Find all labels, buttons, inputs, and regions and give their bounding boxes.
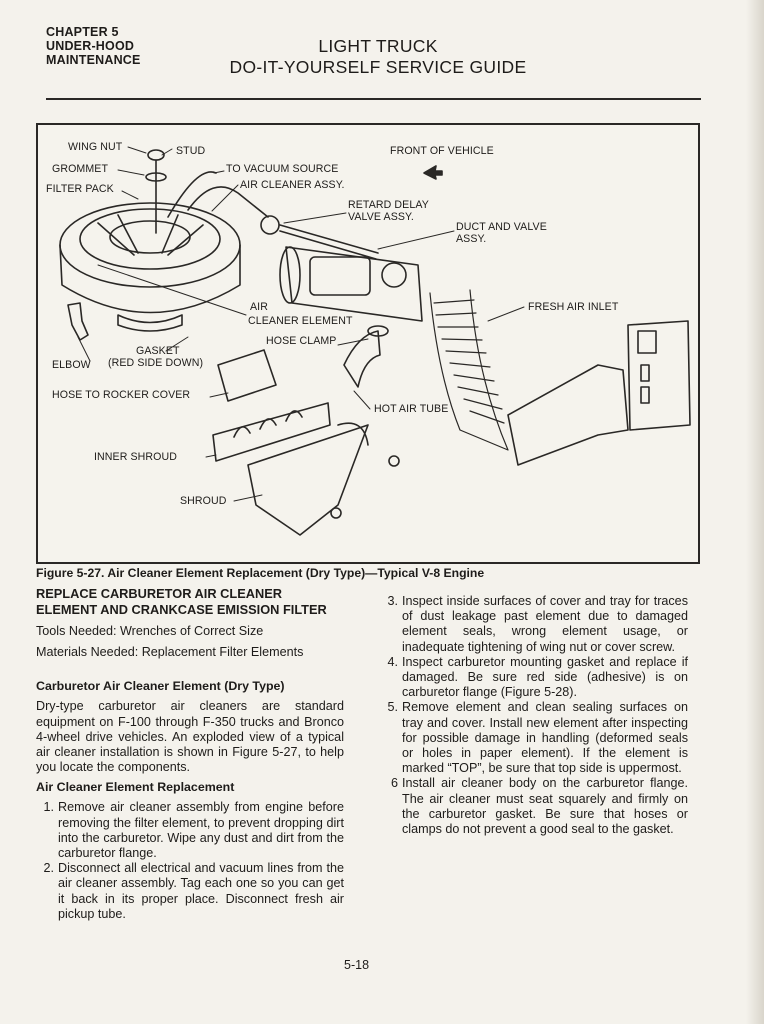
chapter-line: CHAPTER 5	[46, 25, 119, 39]
inner-shroud-drawing	[213, 403, 330, 461]
shroud-drawing	[248, 425, 368, 535]
label-red-side-down: (RED SIDE DOWN)	[108, 357, 204, 369]
right-column	[380, 594, 688, 837]
step-2	[36, 861, 344, 922]
page-edge-shadow	[746, 0, 764, 1024]
step-1	[36, 800, 344, 861]
label-duct-valve-assy: ASSY.	[456, 233, 487, 245]
subheading-replacement: Air Cleaner Element Replacement	[36, 780, 235, 795]
label-retard-delay-valve: VALVE ASSY.	[348, 211, 414, 223]
step-number: 2.	[43, 861, 54, 876]
figure-caption: Figure 5-27. Air Cleaner Element Replacement (Dry Type)—Typical V-8 Engine	[36, 566, 485, 580]
label-air: AIR	[250, 301, 268, 313]
label-wing-nut: WING NUT	[68, 141, 123, 153]
step-text: Inspect carburetor mounting gasket and replace if damaged. Be sure red side (adhesive) is on carburetor flange (Figure 5-28).	[402, 654, 688, 700]
title-line: DO-IT-YOURSELF SERVICE GUIDE	[229, 57, 527, 77]
step-number: 1.	[43, 800, 54, 815]
label-hot-air-tube: HOT AIR TUBE	[374, 403, 449, 415]
label-elbow: ELBOW	[52, 359, 91, 371]
label-hose-clamp: HOSE CLAMP	[266, 335, 337, 347]
step-text: Remove element and clean sealing surfaces on tray and cover. Install new element after inspecting for possible damage in handling (deformed seals or holes in paper element). If the element is marked “TOP”, be sure that top side is uppermost.	[402, 700, 688, 776]
chapter-line: MAINTENANCE	[46, 53, 141, 67]
section-heading-line: ELEMENT AND CRANKCASE EMISSION FILTER	[36, 601, 327, 617]
step-number: 6	[390, 776, 398, 791]
header-rule	[46, 98, 701, 100]
label-filter-pack: FILTER PACK	[46, 183, 114, 195]
label-duct-valve: DUCT AND VALVE	[456, 221, 547, 233]
label-grommet: GROMMET	[52, 163, 109, 175]
hot-air-tube-drawing	[344, 331, 380, 387]
section-heading-line: REPLACE CARBURETOR AIR CLEANER	[36, 586, 282, 601]
figure-5-27	[36, 123, 700, 564]
step-text: Disconnect all electrical and vacuum lines from the air cleaner assembly. Tag each one so you can get it back in its proper place. Disconnect fresh air pickup tube.	[58, 861, 344, 921]
chapter-heading	[46, 25, 141, 67]
label-front-of-vehicle: FRONT OF VEHICLE	[390, 145, 494, 157]
duct-valve-drawing	[280, 247, 422, 321]
step-6	[380, 776, 688, 837]
title-line: LIGHT TRUCK	[318, 36, 438, 56]
front-arrow-icon	[424, 166, 442, 179]
label-fresh-air-inlet: FRESH AIR INLET	[528, 301, 619, 313]
label-to-vacuum-source: TO VACUUM SOURCE	[226, 163, 339, 175]
flex-hose-drawing	[430, 290, 508, 450]
label-retard-delay: RETARD DELAY	[348, 199, 429, 211]
step-number: 4.	[387, 654, 398, 669]
step-text: Inspect inside surfaces of cover and tray for traces of dust leakage past element due to damaged element seals, wrong element usage, or inadequate tightening of wing nut or cover screw.	[402, 594, 688, 654]
page-number: 5-18	[344, 958, 370, 972]
step-number: 5.	[387, 700, 398, 715]
step-5	[380, 700, 688, 776]
exploded-diagram	[38, 125, 698, 562]
tools-needed: Tools Needed: Wrenches of Correct Size	[36, 624, 264, 638]
label-inner-shroud: INNER SHROUD	[94, 451, 178, 463]
step-text: Remove air cleaner assembly from engine before removing the filter element, to prevent dropping dirt into the carburetor. Wipe any dust and dirt from the carburetor flange.	[58, 800, 344, 861]
step-4	[380, 655, 688, 701]
label-cleaner-element: CLEANER ELEMENT	[248, 315, 353, 327]
label-hose-to-rocker-cover: HOSE TO ROCKER COVER	[52, 389, 191, 401]
step-3	[380, 594, 688, 655]
elbow-drawing	[68, 303, 88, 340]
fresh-air-inlet-drawing	[508, 365, 628, 465]
left-column	[36, 586, 344, 922]
intro-paragraph: Dry-type carburetor air cleaners are standard equipment on F-100 through F-350 trucks and Bronco 4-wheel drive vehicles. An exploded view of a typical air cleaner installation is shown in Figure 5-27, to help you locate the components.	[36, 699, 344, 775]
step-number: 3.	[387, 594, 398, 608]
label-shroud: SHROUD	[180, 495, 227, 507]
label-gasket: GASKET	[136, 345, 180, 357]
air-cleaner-housing-drawing	[60, 203, 240, 331]
materials-needed: Materials Needed: Replacement Filter Elements	[36, 645, 304, 660]
subheading-dry-type: Carburetor Air Cleaner Element (Dry Type)	[36, 679, 285, 694]
step-text: Install air cleaner body on the carburetor flange. The air cleaner must seat squarely and firmly on the carburetor gasket. Be sure that hoses or clamps do not prevent a good seal to the gasket.	[402, 776, 688, 837]
label-air-cleaner-assy: AIR CLEANER ASSY.	[240, 179, 345, 191]
guide-title	[200, 36, 556, 78]
chapter-line: UNDER-HOOD	[46, 39, 135, 53]
label-stud: STUD	[176, 145, 206, 157]
